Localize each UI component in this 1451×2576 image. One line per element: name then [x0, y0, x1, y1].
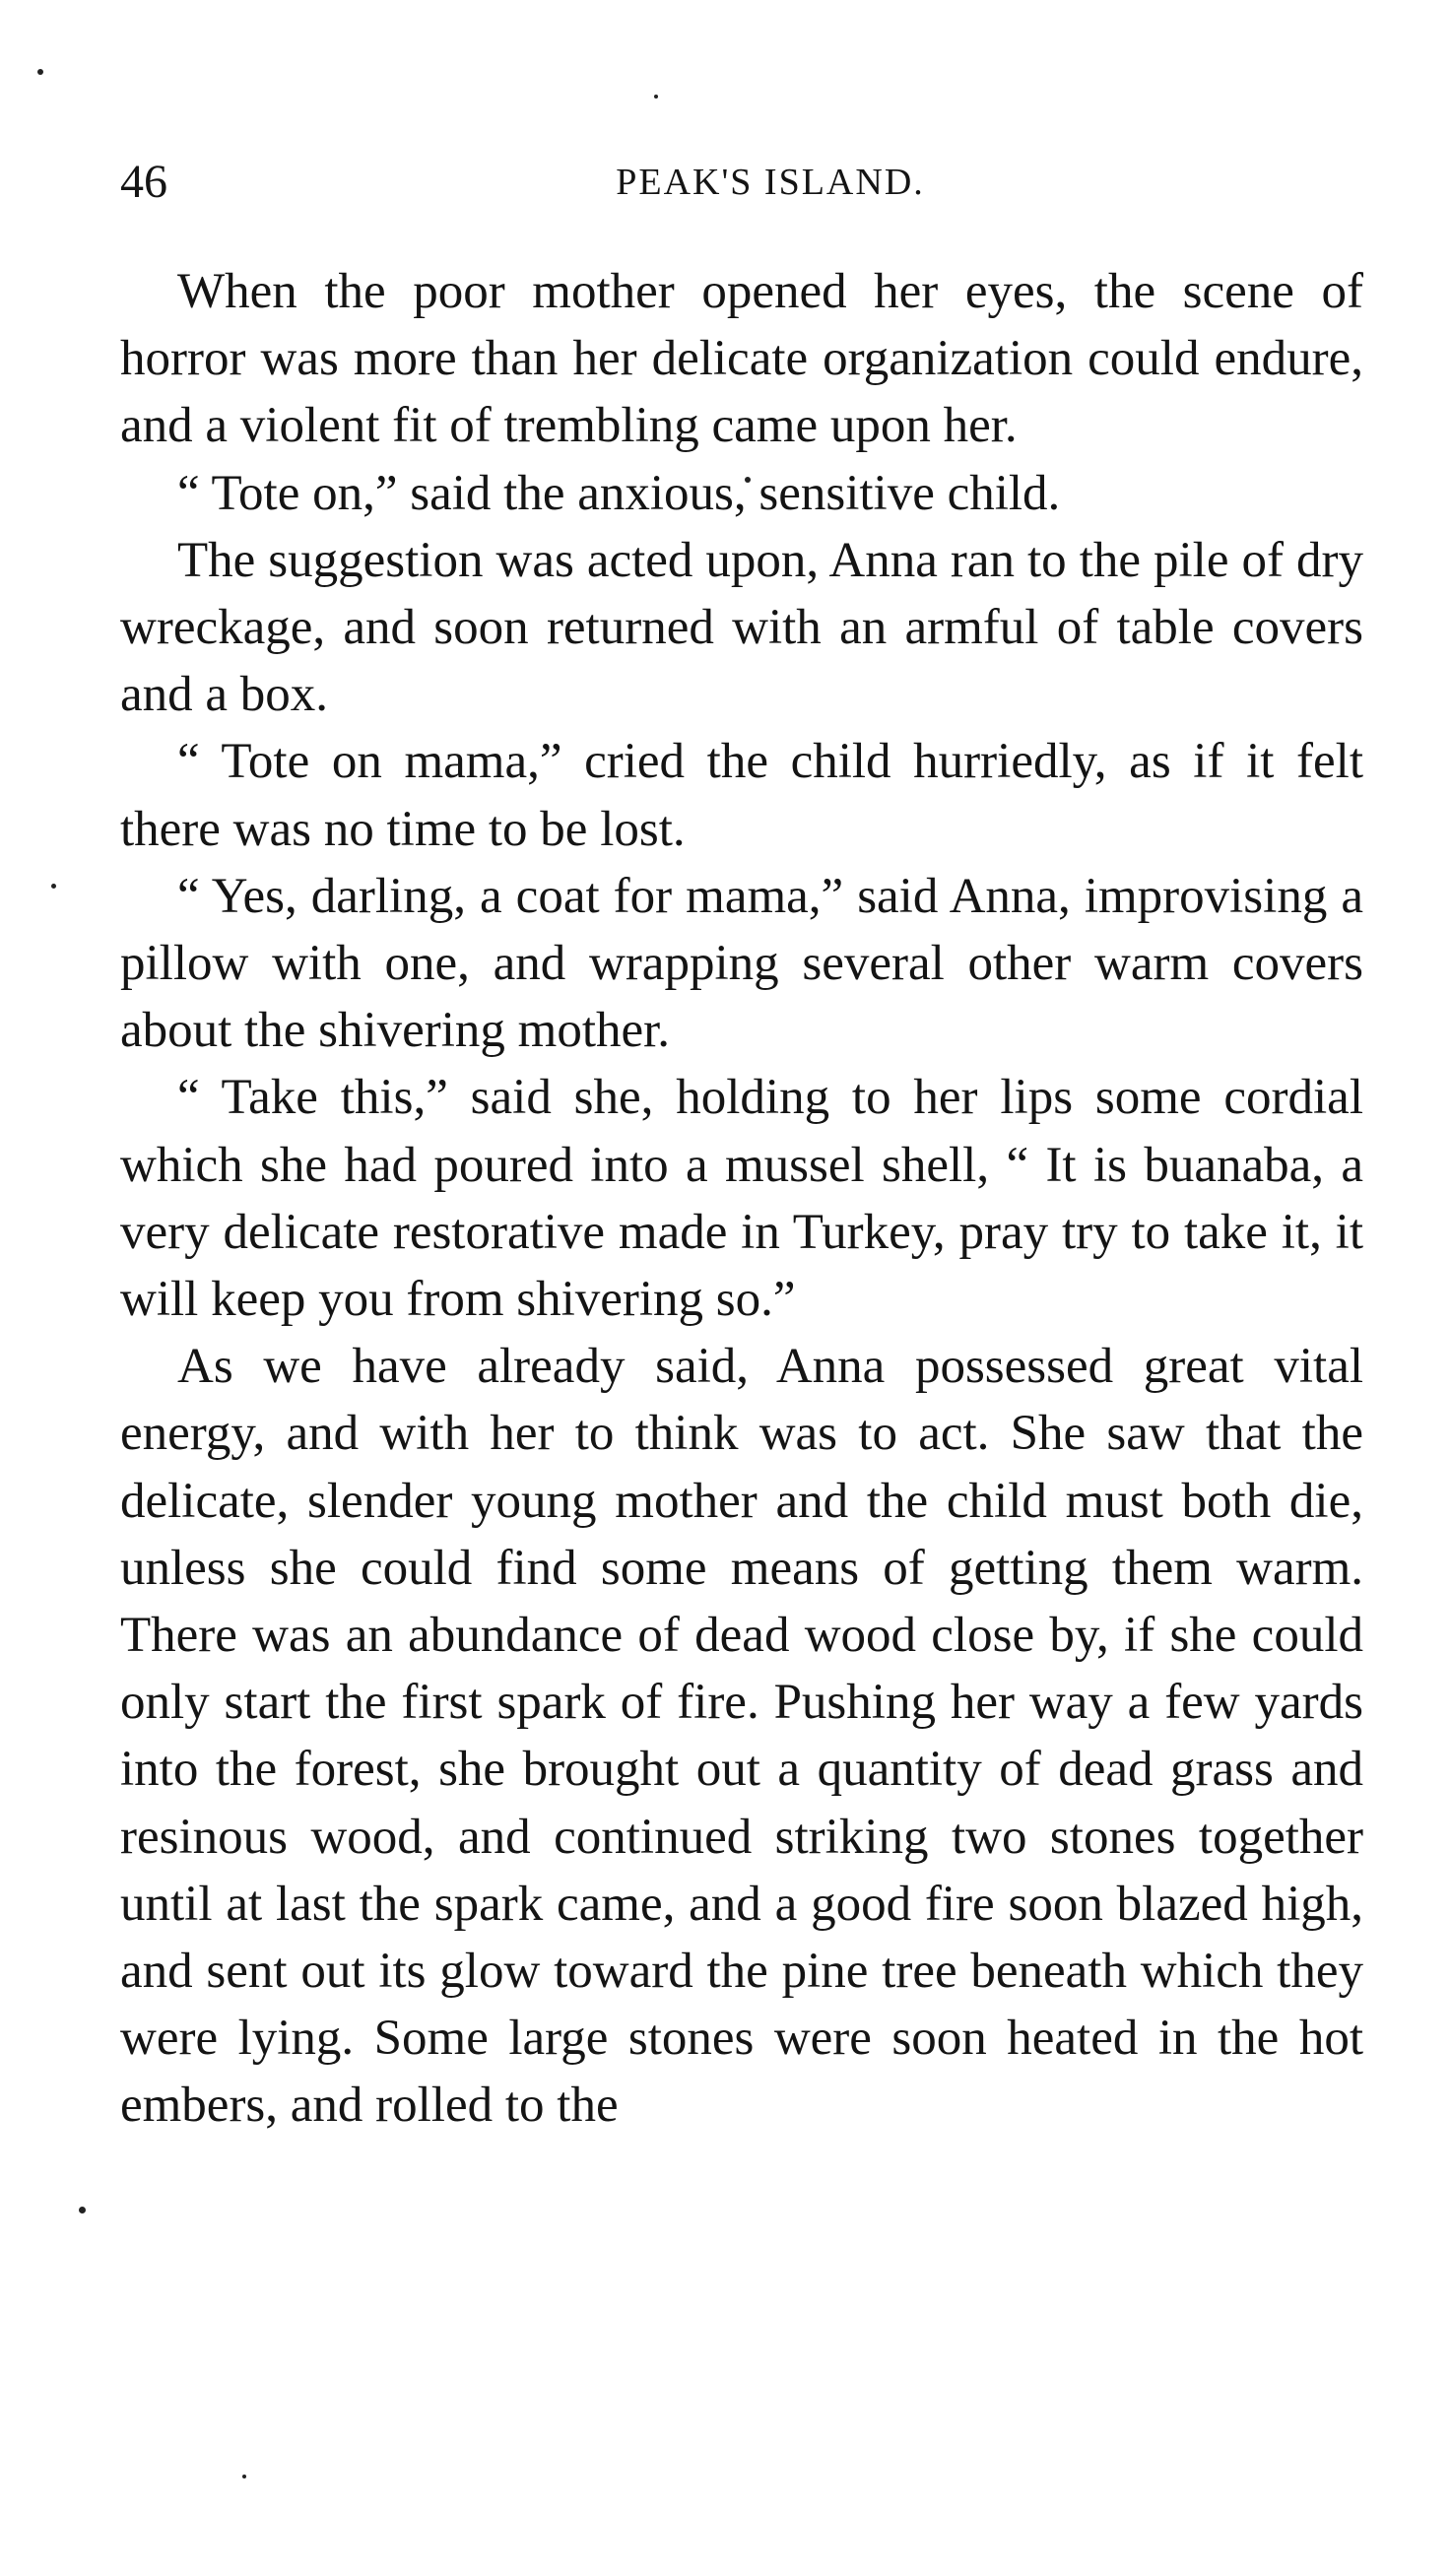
paragraph: “ Take this,” said she, holding to her lips some cordial which she had poured into a mussel shell, “ It is buanaba, a very delicate restorative made in Turkey, pray try to take it, it will keep you from shivering so.”	[120, 1070, 1363, 1328]
paragraph: When the poor mother opened her eyes, the scene of horror was more than her delicate organization could endure, and a violent fit of trembling came upon her.	[120, 264, 1363, 454]
paragraph: “ Yes, darling, a coat for mama,” said Anna, improvising a pillow with one, and wrapping several other warm covers about the shivering mother.	[120, 868, 1363, 1059]
ink-speck	[79, 2207, 86, 2213]
paragraph: “ Tote on mama,” cried the child hurriedly, as if it felt there was no time to be lost.	[120, 734, 1363, 857]
running-head: PEAK'S ISLAND.	[616, 162, 925, 203]
ink-speck	[654, 95, 658, 99]
paragraph: The suggestion was acted upon, Anna ran to the pile of dry wreckage, and soon returned with an armful of table covers and a box.	[120, 532, 1363, 723]
page-number: 46	[120, 156, 167, 208]
body-text	[120, 258, 1363, 2140]
page-header	[120, 148, 1361, 217]
ink-speck	[242, 2475, 246, 2478]
paragraph: “ Tote on,” said the anxious, sensitive child.	[177, 465, 1061, 521]
ink-speck	[37, 69, 43, 75]
ink-speck	[51, 884, 56, 889]
paragraph: As we have already said, Anna possessed great vital energy, and with her to think was to act. She saw that the delicate, slender young mother and the child must both die, unless she could find some means of getting them warm. There was an abundance of dead wood close by, if she could only start the first spark of fire. Pushing her way a few yards into the forest, she brought out a quantity of dead grass and resinous wood, and continued striking two stones together until at last the spark came, and a good fire soon blazed high, and sent out its glow toward the pine tree beneath which they were lying. Some large stones were soon heated in the hot embers, and rolled to the	[120, 1339, 1363, 2134]
